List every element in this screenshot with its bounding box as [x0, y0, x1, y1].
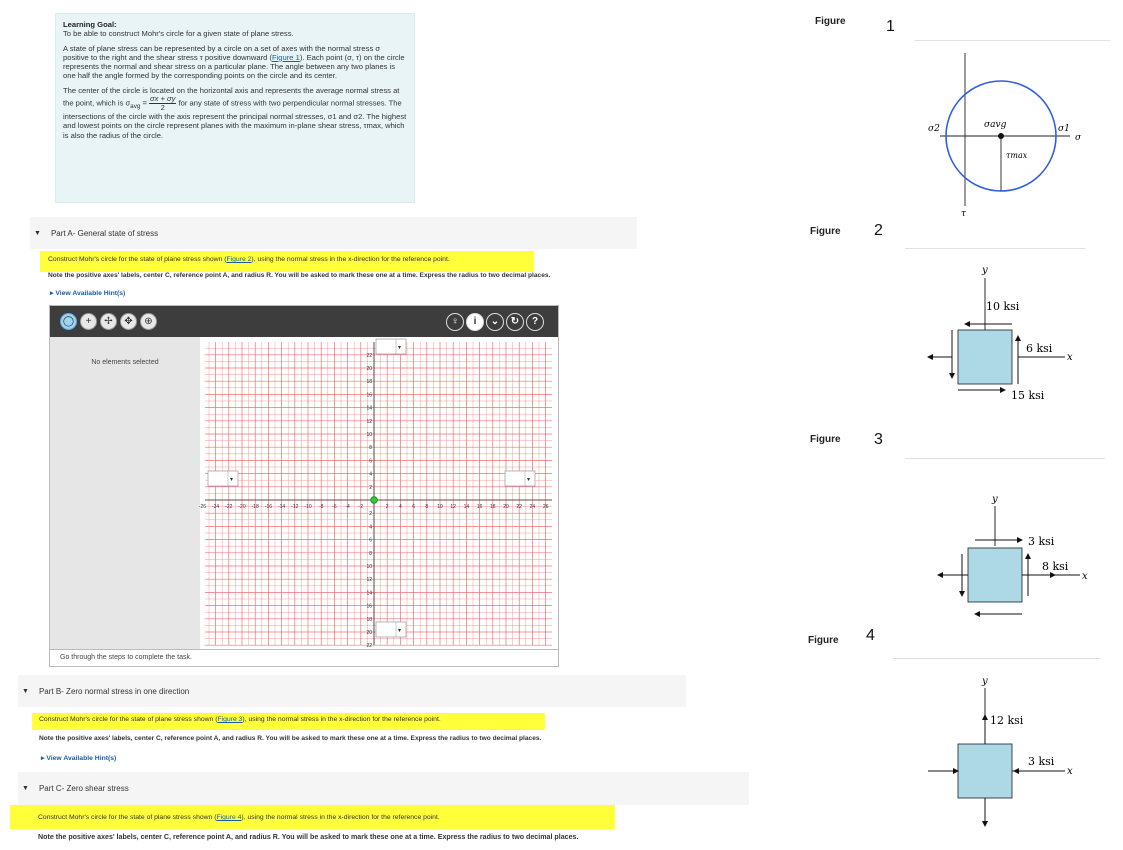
y-tick-label: 12 [366, 577, 372, 584]
axis-tool-button[interactable]: + [80, 313, 97, 330]
y-tick-label: 2 [369, 511, 372, 518]
learning-goal-box [55, 13, 415, 203]
y-tick-label: 20 [366, 366, 372, 372]
y-tick-label: 22 [366, 352, 372, 359]
y-label: y [982, 265, 988, 276]
info-icon[interactable]: i [466, 313, 484, 331]
bottom-axis-label-dropdown[interactable] [376, 622, 406, 637]
learning-goal-title: Learning Goal: [63, 20, 117, 29]
sx-value-label: 3 ksi [1028, 755, 1055, 768]
x-tick-label: -6 [332, 504, 337, 510]
figure-4-link[interactable]: Figure 4 [216, 814, 242, 821]
origin-point-handle[interactable] [371, 497, 378, 504]
part-a-label: Part A [50, 228, 73, 238]
tool-status-bar: Go through the steps to complete the task. [50, 649, 558, 665]
instruction-text: Construct Mohr's circle for the state of plane stress shown ( [48, 256, 227, 263]
y-tick-label: 14 [366, 405, 372, 412]
part-b-header[interactable] [18, 675, 686, 707]
part-a-instruction [40, 251, 534, 272]
y-tick-label: 10 [366, 432, 372, 438]
shear-value-label: 3 ksi [1028, 535, 1055, 548]
graph-canvas[interactable] [200, 337, 557, 649]
fraction-numerator: σx + σy [150, 94, 176, 104]
y-tick-label: 2 [369, 484, 372, 491]
figure-3-link[interactable]: Figure 3 [217, 716, 243, 723]
tool-toolbar [50, 306, 558, 337]
x-tick-label: -2 [358, 504, 364, 510]
figure-4-number: 4 [866, 627, 875, 644]
tool-side-panel [50, 337, 200, 649]
circle-tool-button[interactable]: ◯ [60, 313, 77, 330]
x-label: x [1067, 352, 1073, 363]
graph-svg[interactable] [200, 337, 557, 649]
part-b-instruction [32, 713, 545, 730]
point-tool-button[interactable]: ✢ [100, 313, 117, 330]
x-tick-label: -10 [304, 504, 312, 510]
collapse-caret-icon[interactable]: ▼ [22, 687, 29, 695]
part-c-label: Part C [38, 784, 62, 793]
y-tick-label: 8 [369, 550, 372, 557]
instruction-text: ), using the normal stress in the x-direction for the reference point. [242, 716, 441, 723]
reset-icon[interactable]: ↻ [506, 313, 524, 331]
tau-axis-label: τ [961, 209, 966, 219]
learning-goal-paragraph-1 [63, 44, 407, 81]
x-tick-label: -22 [225, 504, 233, 510]
goal-text: for any state of stress with two perpendicular normal stresses. The intersections of the circle with the axis represent the principal normal stresses, σ1 and σ2. The highest and lowest points on the circle represent planes with the maximum in-plane shear stress, τmax, which is also the radius of the circle. [63, 98, 407, 140]
x-tick-label: 22 [516, 504, 522, 510]
part-c-instruction [10, 805, 615, 829]
mohr-circle-tool [49, 305, 559, 667]
x-tick-label: 10 [437, 504, 443, 510]
x-tick-label: 2 [385, 504, 389, 510]
shear-value-label: 10 ksi [986, 300, 1020, 313]
x-tick-label: -26 [198, 504, 207, 510]
instruction-text: ), using the normal stress in the x-direction for the reference point. [251, 256, 450, 263]
sx-value-label: 8 ksi [1042, 560, 1069, 573]
y-tick-label: 6 [369, 458, 372, 465]
figure-4-title: Figure [808, 635, 839, 646]
part-c-header[interactable] [18, 772, 749, 805]
sx-value-label: 6 ksi [1026, 342, 1053, 355]
x-tick-label: -20 [238, 504, 246, 510]
x-tick-label: -16 [264, 504, 273, 510]
sigma-avg-label: σavg [984, 120, 1007, 130]
instruction-text: Construct Mohr's circle for the state of plane stress shown ( [38, 814, 217, 821]
learning-goal-paragraph-2 [63, 86, 407, 140]
tau-max-label: τmax [1006, 151, 1028, 160]
sigma-axis-label: σ [1075, 133, 1082, 143]
y-label: y [992, 494, 998, 505]
y-tick-label: 20 [366, 630, 372, 636]
x-tick-label: 20 [503, 504, 509, 510]
part-c-note: Note the positive axes' labels, center C, reference point A, and radius R. You will be asked to mark these one at a time. Express the radius to two decimal places. [38, 833, 579, 841]
x-tick-label: 18 [490, 504, 496, 510]
sy-value-label: 12 ksi [990, 714, 1024, 727]
figure-1-link[interactable]: Figure 1 [271, 52, 300, 62]
fraction-denominator: 2 [160, 103, 165, 113]
right-axis-label-dropdown[interactable] [505, 471, 535, 486]
figure-3-title: Figure [810, 434, 841, 445]
part-c-title: - Zero shear stress [61, 784, 129, 793]
part-a-header[interactable] [30, 217, 637, 249]
figure-3-number: 3 [874, 431, 883, 448]
x-tick-label: 14 [463, 504, 470, 510]
y-tick-label: 12 [366, 418, 372, 425]
goal-text: A state of plane stress can be represented by a circle on a set of axes with the normal stress σ positive to the right and the shear stress τ positive downward ( [63, 43, 381, 62]
figure-2-link[interactable]: Figure 2 [226, 256, 252, 263]
y-tick-label: 18 [366, 616, 372, 623]
help-icon[interactable]: ? [526, 313, 544, 331]
hint-bulb-icon[interactable]: ♀ [446, 313, 464, 331]
figure-3-stress-element [920, 488, 1095, 623]
part-b-note: Note the positive axes' labels, center C, reference point A, and radius R. You will be asked to mark these one at a time. Express the radius to two decimal places. [39, 735, 542, 742]
circle-center-dot [998, 133, 1004, 139]
y-tick-label: 10 [366, 564, 372, 570]
figure-2-title: Figure [810, 226, 841, 237]
figure-2-number: 2 [874, 222, 883, 239]
stress-element-block [968, 548, 1022, 602]
y-tick-label: 16 [366, 603, 372, 610]
x-tick-label: 4 [399, 504, 402, 510]
goal-text: The center of the circle is located on the horizontal axis and represents the average normal stress at the point, which is σ [63, 85, 400, 108]
x-tick-label: 26 [542, 504, 549, 510]
avg-subscript: avg [130, 103, 141, 111]
x-tick-label: -4 [345, 504, 350, 510]
figure-4-rule [893, 658, 1101, 659]
x-tick-label: 16 [476, 504, 483, 510]
instruction-text: Construct Mohr's circle for the state of plane stress shown ( [39, 716, 218, 723]
y-tick-label: 18 [366, 379, 372, 386]
learning-goal-subtitle: To be able to construct Mohr's circle for a given state of plane stress. [63, 29, 294, 39]
y-tick-label: 4 [369, 524, 372, 531]
figure-2-rule [905, 248, 1085, 249]
instruction-text: ), using the normal stress in the x-direction for the reference point. [241, 814, 440, 821]
left-axis-label-dropdown[interactable] [208, 471, 238, 486]
hint-label: View Available Hint(s) [46, 755, 117, 762]
svg-text:▾: ▾ [230, 477, 234, 483]
top-axis-label-dropdown[interactable] [376, 339, 406, 354]
chevron-down-icon[interactable]: ⌄ [486, 313, 504, 331]
part-a-title: - General state of stress [72, 228, 159, 238]
figure-2-stress-element [920, 258, 1090, 413]
svg-text:▾: ▾ [527, 477, 531, 483]
x-tick-label: 8 [425, 504, 429, 510]
x-tick-label: -18 [251, 504, 259, 510]
figure-4-stress-element [920, 668, 1095, 833]
x-tick-label: 24 [529, 504, 536, 510]
x-label: x [1082, 571, 1088, 582]
part-a-hint-toggle[interactable]: ▸ View Available Hint(s) [50, 290, 126, 297]
y-tick-label: 16 [366, 392, 372, 399]
figure-1-rule [915, 40, 1110, 41]
part-b-title: - Zero normal stress in one direction [61, 686, 190, 696]
no-elements-selected-text: No elements selected [91, 359, 159, 366]
svg-text:▾: ▾ [398, 628, 402, 634]
average-stress-fraction [149, 95, 176, 112]
goal-text: ). Each point (σ, τ) on the circle represents the normal and shear stress on a particular plane. The angle between any two planes is one half the angle formed by the corresponding points on the circle and its center. [63, 52, 405, 81]
hint-label: View Available Hint(s) [55, 290, 126, 297]
label-tool-button[interactable]: ⊕ [140, 313, 157, 330]
x-label: x [1067, 766, 1073, 777]
x-tick-label: -14 [277, 504, 286, 510]
y-tick-label: 4 [369, 471, 372, 478]
collapse-caret-icon[interactable]: ▼ [34, 229, 41, 237]
x-tick-label: 12 [450, 504, 456, 510]
y-tick-label: 8 [369, 445, 372, 452]
figure-1-number: 1 [886, 18, 895, 35]
svg-text:▾: ▾ [398, 345, 402, 351]
stress-element-block [958, 330, 1012, 384]
x-tick-label: -24 [211, 504, 220, 510]
part-a-note: Note the positive axes' labels, center C, reference point A, and radius R. You will be asked to mark these one at a time. Express the radius to two decimal places. [48, 272, 551, 279]
x-tick-label: -8 [318, 504, 324, 510]
stress-element-block [958, 744, 1012, 798]
goal-text: = [140, 98, 150, 108]
sigma2-label: σ2 [928, 124, 940, 134]
figure-3-rule [905, 458, 1105, 459]
collapse-caret-icon[interactable]: ▼ [22, 785, 29, 792]
x-tick-label: -12 [291, 504, 299, 510]
sy-value-label: 15 ksi [1011, 389, 1045, 402]
move-tool-button[interactable]: ✥ [120, 313, 137, 330]
y-label: y [982, 676, 988, 687]
y-tick-label: 14 [366, 590, 372, 597]
sigma1-label: σ1 [1058, 124, 1070, 134]
part-b-label: Part B [38, 686, 62, 696]
y-tick-label: 6 [369, 537, 372, 544]
figure-1-title: Figure [815, 16, 846, 27]
y-tick-label: 22 [366, 643, 372, 650]
figure-1-mohr-circle [920, 48, 1100, 218]
part-b-hint-toggle[interactable]: ▸ View Available Hint(s) [41, 755, 117, 762]
x-tick-label: 6 [412, 504, 415, 510]
